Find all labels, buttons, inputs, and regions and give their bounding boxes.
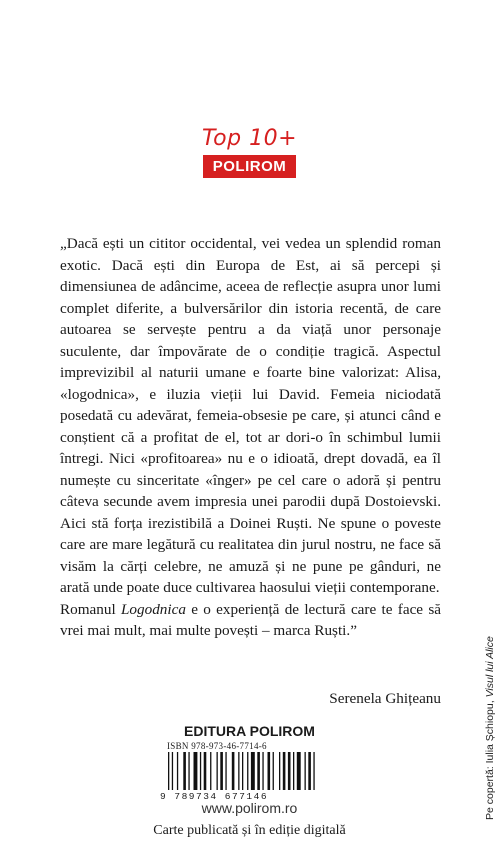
barcode-number: 9 789734 677146 (160, 791, 269, 802)
digital-edition-note: Carte publicată și în ediție digitală (153, 823, 346, 838)
cover-credit-prefix: Pe copertă: Iulia Șchiopu, (484, 697, 496, 820)
website-link[interactable]: www.polirom.ro (201, 800, 298, 816)
top10-logo: Top 10+ (201, 126, 298, 151)
barcode-icon (167, 752, 333, 790)
book-title: Logodnica (120, 600, 186, 618)
back-cover-blurb (60, 233, 441, 642)
series-logo (0, 126, 499, 178)
publisher-name: EDITURA POLIROM (184, 723, 315, 739)
cover-artwork-title: Visul lui Alice (484, 636, 496, 698)
blurb-paragraph-2 (60, 599, 441, 642)
polirom-badge: POLIROM (203, 155, 297, 178)
cover-credit (484, 636, 496, 820)
isbn-text: ISBN 978-973-46-7714-6 (167, 741, 267, 751)
quote-author: Serenela Ghițeanu (329, 690, 441, 707)
blurb-p2-start: Romanul (60, 600, 121, 618)
blurb-p2-end: e o experiență de lectură care te face să vrei mai mult, mai multe povești – marca Ruști.” (60, 600, 441, 639)
blurb-paragraph-1: „Dacă ești un cititor occidental, vei vedea un splendid roman exotic. Dacă ești din Europa de Est, ai să percepi și dimensiunea de adâncime, aceea de reflecție asupra unor lumi complet diferite, a bulversărilor din istoria recentă, de care autoarea se servește pentru a da viață unor personaje suculente, dar împovărate de o condiție tragică. Aspectul imprevizibil al naturii umane e foarte bine valorizat: Alisa, «logodnica», e iluzia vieții lui David. Femeia niciodată posedată cu adevărat, femeia-obsesie pe care, și atunci când e conștient că a profitat de el, tot ar dori-o în schimbul lumii întregi. Nici «profitoarea» nu e o idioată, drept dovadă, ea îl numește cu sinceritate «înger» pe cel care o adoră și pentru câteva secunde avem impresia unei parodii după Dostoievski. Aici stă forța irezistibilă a Doinei Ruști. Ne spune o poveste care are mare legătură cu realitatea din jurul nostru, ne face să visăm la cărți celebre, ne amuză și ne pune pe gânduri, ne arată unde poate duce cultivarea haosului vieții contemporane. (60, 235, 441, 596)
